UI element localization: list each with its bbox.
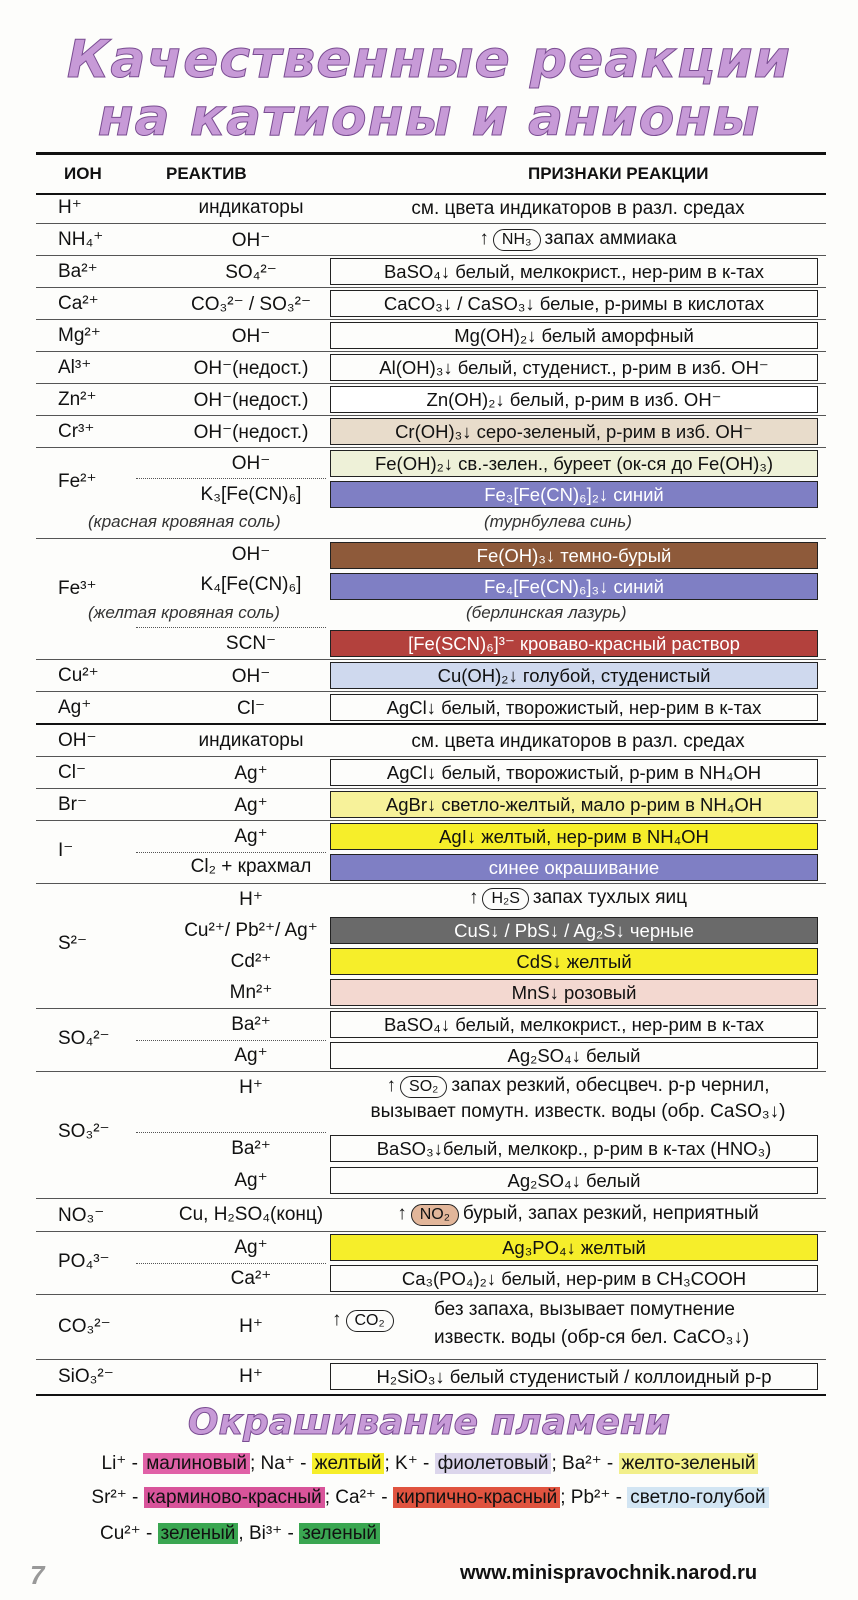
gas-cloud: SO₂ xyxy=(400,1076,447,1098)
flame-color: малиновый xyxy=(143,1453,250,1474)
flame-ion: Li⁺ - xyxy=(101,1453,138,1474)
sign-box: синее окрашивание xyxy=(330,854,818,881)
page-title-line1: Качественные реакции xyxy=(66,30,792,90)
table-row xyxy=(36,1360,826,1396)
sign-box: [Fe(SCN)₆]³⁻ кроваво-красный раствор xyxy=(330,630,818,657)
table-row xyxy=(36,660,826,692)
reagent-cell: OH⁻(недост.) xyxy=(193,422,309,443)
sign-box: Fe(OH)₃↓ темно-бурый xyxy=(330,542,818,569)
sign-box: BaSO₄↓ белый, мелкокрист., нер-рим в к-тах xyxy=(330,258,818,285)
flame-ion: Cu²⁺ - xyxy=(100,1523,153,1544)
divider xyxy=(136,852,326,853)
sign-box: Fe₄[Fe(CN)₆]₃↓ синий xyxy=(330,573,818,600)
sign-cell: ↑ NO₂ бурый, запах резкий, неприятный xyxy=(397,1203,759,1224)
ion-cell: H⁺ xyxy=(58,197,82,218)
reagent-cell: Cu, H₂SO₄(конц) xyxy=(178,1204,324,1225)
reagent-cell: Cu²⁺/ Pb²⁺/ Ag⁺ xyxy=(184,920,318,941)
reagent-cell: OH⁻(недост.) xyxy=(193,358,309,379)
table-row xyxy=(36,789,826,821)
ion-cell: I⁻ xyxy=(58,840,74,861)
sign-text: известк. воды (обр-ся бел. CaCO₃↓) xyxy=(434,1327,750,1348)
table-row xyxy=(36,256,826,288)
flame-ion: ; K⁺ - xyxy=(384,1453,430,1474)
table-row xyxy=(36,757,826,789)
flame-color: кирпично-красный xyxy=(393,1487,560,1508)
table-row xyxy=(36,1072,826,1199)
ion-cell: Mg²⁺ xyxy=(58,325,101,346)
sign-box: AgI↓ желтый, нер-рим в NH₄OH xyxy=(330,823,818,850)
reagent-cell: OH⁻ xyxy=(231,326,271,347)
reagent-cell: OH⁻(недост.) xyxy=(193,390,309,411)
divider xyxy=(136,627,326,628)
reactions-table xyxy=(36,192,826,1396)
site-url[interactable]: www.minispravochnik.narod.ru xyxy=(460,1562,758,1584)
ion-cell: CO₃²⁻ xyxy=(58,1316,111,1337)
table-row xyxy=(36,192,826,224)
sign-box: BaSO₃↓белый, мелкокр., р-рим в к-тах (HNO₃) xyxy=(330,1135,818,1162)
reagent-cell: K₄[Fe(CN)₆] xyxy=(200,574,302,595)
ion-cell: SO₄²⁻ xyxy=(58,1028,110,1049)
ion-cell: Fe³⁺ xyxy=(58,578,97,599)
sign-box: Al(OH)₃↓ белый, студенист., р-рим в изб. OH⁻ xyxy=(330,354,818,381)
flame-ion: ; Ca²⁺ - xyxy=(324,1487,388,1508)
ion-cell: OH⁻ xyxy=(58,730,97,751)
reagent-cell: OH⁻ xyxy=(231,666,271,687)
ion-cell: SO₃²⁻ xyxy=(58,1121,110,1142)
sign-cell: см. цвета индикаторов в разл. средах xyxy=(411,731,745,752)
reagent-cell: индикаторы xyxy=(198,730,304,751)
reagent-cell: K₃[Fe(CN)₆] xyxy=(200,484,302,505)
reagent-cell: Ag⁺ xyxy=(234,795,268,816)
reagent-cell: Ag⁺ xyxy=(234,1170,268,1191)
reagent-cell: Cl₂ + крахмал xyxy=(190,856,312,877)
table-row xyxy=(36,320,826,352)
sign-box: AgCl↓ белый, творожистый, нер-рим в к-тах xyxy=(330,694,818,721)
table-row xyxy=(36,884,826,1009)
sign-box: Ag₂SO₄↓ белый xyxy=(330,1167,818,1194)
ion-cell: Al³⁺ xyxy=(58,357,92,378)
flame-color: желтый xyxy=(312,1453,385,1474)
ion-cell: Ag⁺ xyxy=(58,697,92,718)
flame-line xyxy=(30,1486,830,1509)
table-row xyxy=(36,539,826,660)
flame-ion: Sr²⁺ - xyxy=(91,1487,139,1508)
reagent-cell: индикаторы xyxy=(198,197,304,218)
sign-box: MnS↓ розовый xyxy=(330,979,818,1006)
sign-box: AgBr↓ светло-желтый, мало р-рим в NH₄OH xyxy=(330,791,818,818)
header-ion: ИОН xyxy=(64,164,102,183)
note: (красная кровяная соль) xyxy=(88,512,281,531)
reagent-cell: Ag⁺ xyxy=(234,1045,268,1066)
sign-box: Cr(OH)₃↓ серо-зеленый, р-рим в изб. OH⁻ xyxy=(330,418,818,445)
note: (желтая кровяная соль) xyxy=(88,603,280,622)
flame-line xyxy=(30,1522,450,1545)
divider xyxy=(136,1040,326,1041)
reagent-cell: Ba²⁺ xyxy=(231,1138,271,1159)
sign-text: запах резкий, обесцвеч. р-р чернил, xyxy=(451,1075,770,1096)
note: (берлинская лазурь) xyxy=(466,603,627,622)
table-row xyxy=(36,352,826,384)
reagent-cell: OH⁻ xyxy=(231,544,271,565)
sign-cell: ↑ CO₂ xyxy=(332,1309,398,1332)
sign-cell: ↑ NH₃ запах аммиака xyxy=(479,228,677,249)
flame-title: Окрашивание пламени xyxy=(187,1402,671,1443)
sign-cell: ↑ SO₂ запах резкий, обесцвеч. р-р чернил, xyxy=(386,1075,770,1096)
sign-box: CaCO₃↓ / CaSO₃↓ белые, р-римы в кислотах xyxy=(330,290,818,317)
sign-box: CdS↓ желтый xyxy=(330,948,818,975)
reagent-cell: H⁺ xyxy=(239,889,263,910)
sign-box: CuS↓ / PbS↓ / Ag₂S↓ черные xyxy=(330,917,818,944)
ion-cell: SiO₃²⁻ xyxy=(58,1366,114,1387)
sign-box: AgCl↓ белый, творожистый, р-рим в NH₄OH xyxy=(330,759,818,786)
flame-color: желто-зеленый xyxy=(619,1453,759,1474)
divider xyxy=(136,1263,326,1264)
table-row xyxy=(36,1295,826,1360)
gas-cloud: CO₂ xyxy=(346,1310,394,1332)
flame-ion: , Bi³⁺ - xyxy=(238,1523,294,1544)
gas-cloud: NO₂ xyxy=(411,1204,459,1226)
flame-color: светло-голубой xyxy=(627,1487,768,1508)
table-row xyxy=(36,224,826,256)
page-number: 7 xyxy=(30,1560,45,1590)
reagent-cell: CO₃²⁻ / SO₃²⁻ xyxy=(191,294,311,315)
sign-box: Cu(OH)₂↓ голубой, студенистый xyxy=(330,662,818,689)
table-header xyxy=(36,152,826,195)
table-row xyxy=(36,1009,826,1072)
sign-box: H₂SiO₃↓ белый студенистый / коллоидный р-р xyxy=(330,1363,818,1390)
gas-cloud: NH₃ xyxy=(493,229,541,251)
sign-box: Ag₂SO₄↓ белый xyxy=(330,1042,818,1069)
sign-cell: см. цвета индикаторов в разл. средах xyxy=(411,198,745,219)
table-row xyxy=(36,448,826,539)
table-row xyxy=(36,692,826,725)
sign-box: Zn(OH)₂↓ белый, р-рим в изб. OH⁻ xyxy=(330,386,818,413)
sign-box: Fe₃[Fe(CN)₆]₂↓ синий xyxy=(330,481,818,508)
reagent-cell: H⁺ xyxy=(239,1077,263,1098)
reagent-cell: Mn²⁺ xyxy=(229,982,273,1003)
ion-cell: Zn²⁺ xyxy=(58,389,97,410)
sign-box: BaSO₄↓ белый, мелкокрист., нер-рим в к-тах xyxy=(330,1011,818,1038)
ion-cell: Ba²⁺ xyxy=(58,261,98,282)
ion-cell: NH₄⁺ xyxy=(58,229,104,250)
ion-cell: NO₃⁻ xyxy=(58,1205,105,1226)
ion-cell: Cl⁻ xyxy=(58,762,86,783)
page-title-line2: на катионы и анионы xyxy=(97,88,761,148)
reagent-cell: Ag⁺ xyxy=(234,763,268,784)
ion-cell: Cu²⁺ xyxy=(58,665,99,686)
sign-box: Fe(OH)₂↓ св.-зелен., буреет (ок-ся до Fe(OH)₃) xyxy=(330,450,818,477)
reagent-cell: H⁺ xyxy=(239,1366,263,1387)
gas-cloud: H₂S xyxy=(482,888,528,910)
flame-color: зеленый xyxy=(299,1523,380,1544)
sign-cell: вызывает помутн. известк. воды (обр. CaSO₃↓) xyxy=(370,1101,786,1122)
table-row xyxy=(36,725,826,757)
flame-ion: ; Ba²⁺ - xyxy=(551,1453,614,1474)
table-row xyxy=(36,288,826,320)
reagent-cell: OH⁻ xyxy=(231,453,271,474)
reagent-cell: Ag⁺ xyxy=(234,1237,268,1258)
ion-cell: Ca²⁺ xyxy=(58,293,99,314)
reagent-cell: Ag⁺ xyxy=(234,826,268,847)
reagent-cell: SO₄²⁻ xyxy=(225,262,277,283)
reagent-cell: SCN⁻ xyxy=(225,633,277,654)
flame-color: карминово-красный xyxy=(144,1487,325,1508)
table-row xyxy=(36,416,826,448)
table-row xyxy=(36,384,826,416)
reagent-cell: Ba²⁺ xyxy=(231,1014,271,1035)
ion-cell: Fe²⁺ xyxy=(58,471,97,492)
table-row xyxy=(36,821,826,884)
divider xyxy=(136,1132,326,1133)
sign-text: бурый, запах резкий, неприятный xyxy=(462,1203,759,1224)
note: (турнбулева синь) xyxy=(484,512,632,531)
header-reagent: РЕАКТИВ xyxy=(166,164,247,183)
header-signs: ПРИЗНАКИ РЕАКЦИИ xyxy=(528,164,709,183)
sign-cell: ↑ H₂S запах тухлых яиц xyxy=(468,887,688,908)
sign-text: запах тухлых яиц xyxy=(532,887,688,908)
reagent-cell: H⁺ xyxy=(239,1316,263,1337)
sign-text: без запаха, вызывает помутнение xyxy=(434,1299,735,1320)
sign-box: Ca₃(PO₄)₂↓ белый, нер-рим в CH₃COOH xyxy=(330,1265,818,1292)
ion-cell: Cr³⁺ xyxy=(58,421,95,442)
reagent-cell: Cd²⁺ xyxy=(230,951,272,972)
flame-color: зеленый xyxy=(158,1523,239,1544)
ion-cell: Br⁻ xyxy=(58,794,88,815)
sign-box: Ag₃PO₄↓ желтый xyxy=(330,1234,818,1261)
flame-color: фиолетовый xyxy=(435,1453,552,1474)
reagent-cell: OH⁻ xyxy=(231,230,271,251)
ion-cell: PO₄³⁻ xyxy=(58,1251,110,1272)
table-row xyxy=(36,1232,826,1295)
flame-line xyxy=(30,1452,830,1475)
sign-text: запах аммиака xyxy=(544,228,677,249)
table-row xyxy=(36,1199,826,1232)
reagent-cell: Ca²⁺ xyxy=(230,1268,272,1289)
ion-cell: S²⁻ xyxy=(58,933,88,954)
sign-box: Mg(OH)₂↓ белый аморфный xyxy=(330,322,818,349)
reagent-cell: Cl⁻ xyxy=(237,698,265,719)
flame-ion: ; Na⁺ - xyxy=(249,1453,307,1474)
divider xyxy=(136,478,326,479)
flame-ion: ; Pb²⁺ - xyxy=(560,1487,622,1508)
